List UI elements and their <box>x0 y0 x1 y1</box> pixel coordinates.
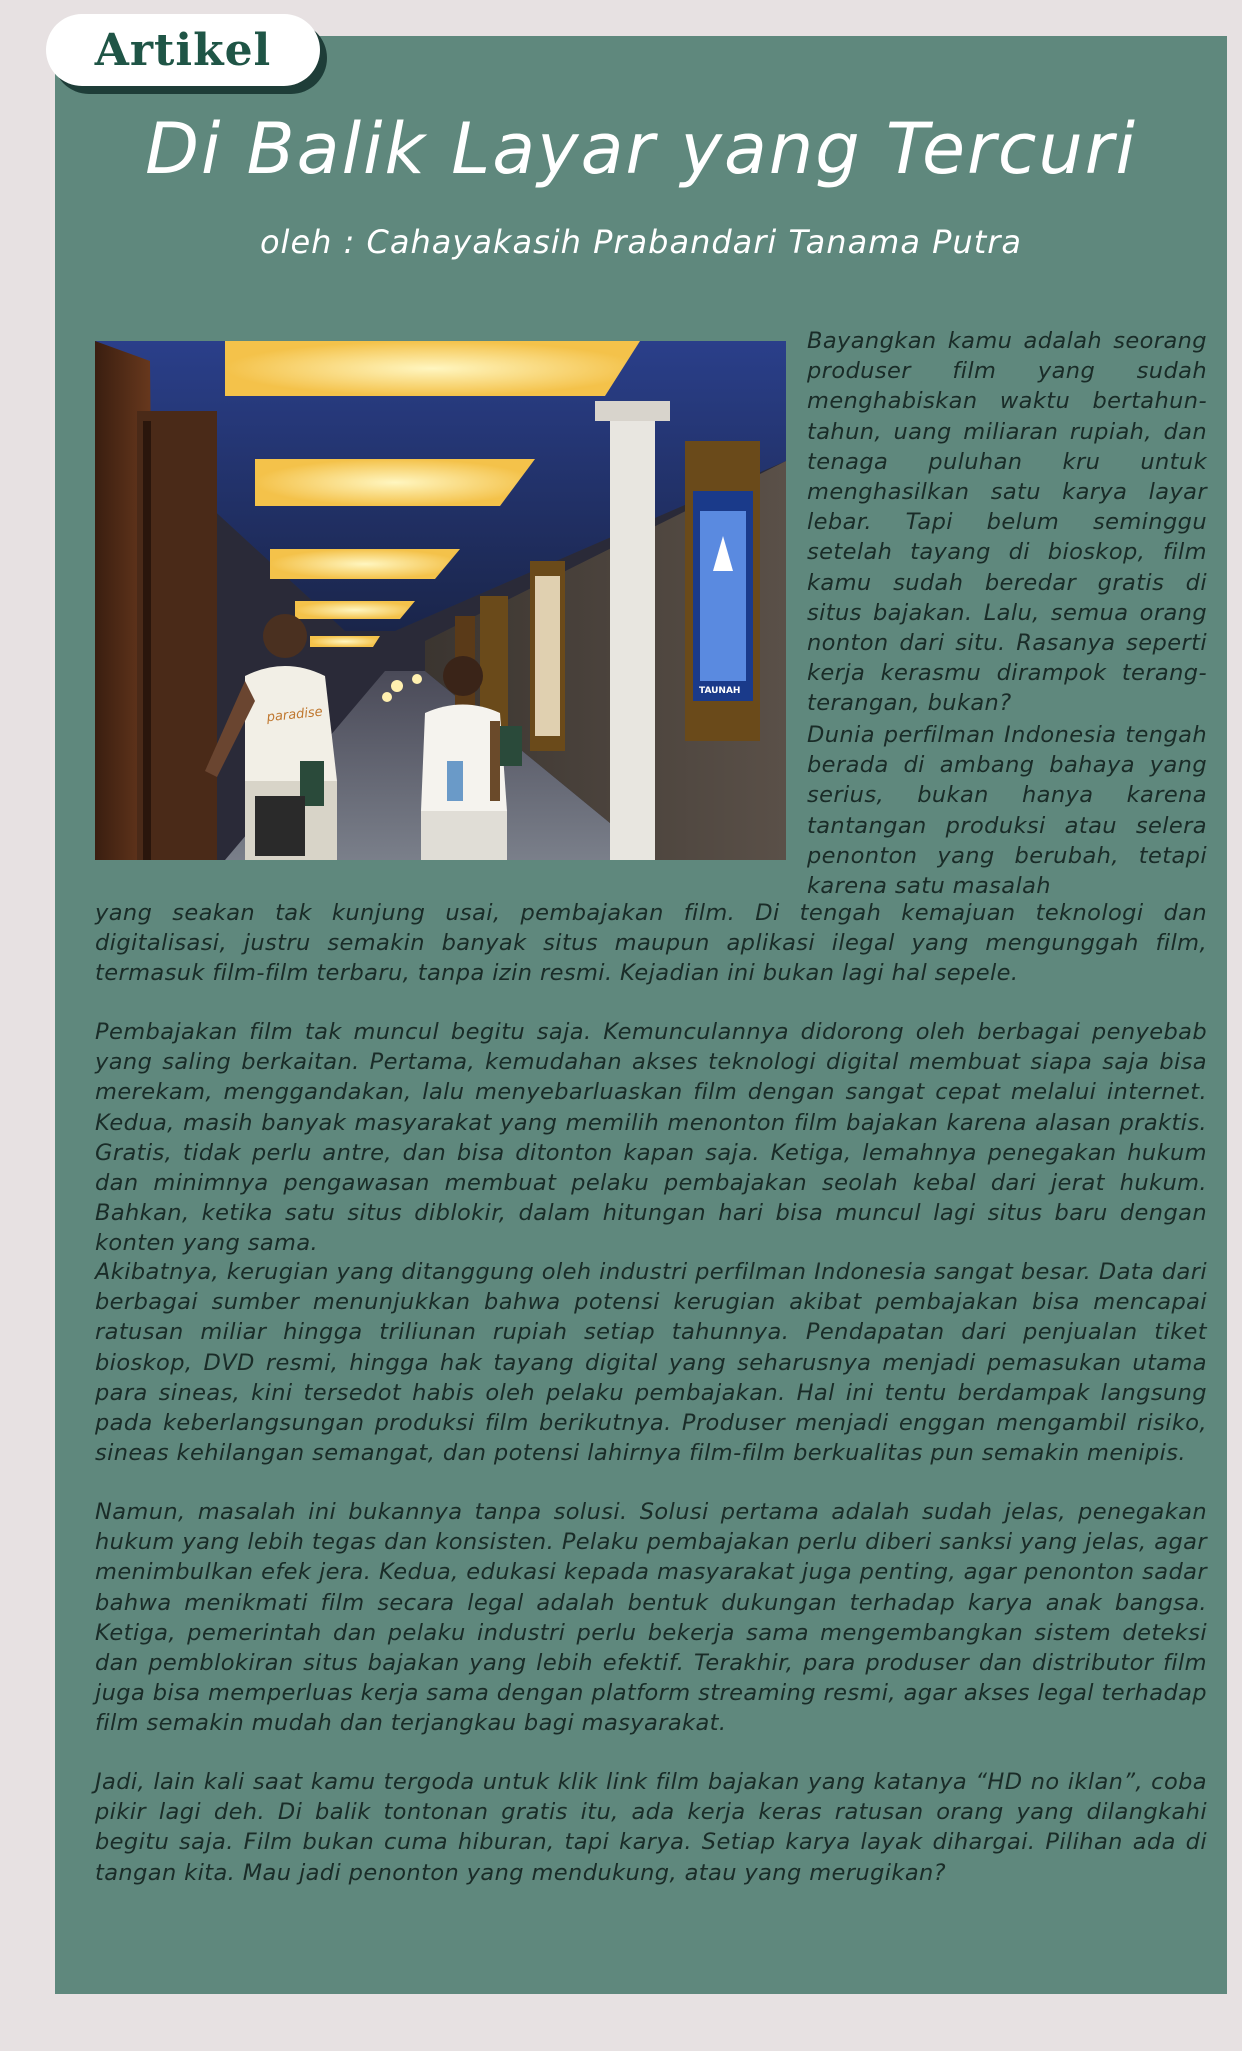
article-title: Di Balik Layar yang Tercuri <box>145 108 1137 190</box>
paragraph-2-continued: yang seakan tak kunjung usai, pembajakan film. Di tengah kemajuan teknologi dan digitalisasi, justru semakin banyak situs maupun aplikasi ilegal yang mengunggah film, termasuk film-film terbaru, tanpa izin resmi. Kejadian ini bukan lagi hal sepele. <box>95 900 1207 987</box>
paragraph-1: Bayangkan kamu adalah seorang produser film yang sudah menghabiskan waktu bertahun-tahun, uang miliaran rupiah, dan tenaga puluhan kru untuk menghasilkan satu karya layar lebar. Tapi belum seminggu setelah tayang di bioskop, film kamu sudah beredar gratis di situs bajakan. Lalu, semua orang nonton dari situ. Rasanya seperti kerja kerasmu dirampok terang-terangan, bukan? <box>807 328 1207 717</box>
article-photo <box>95 341 786 860</box>
paragraph-5: Namun, masalah ini bukannya tanpa solusi. Solusi pertama adalah sudah jelas, penegakan hukum yang lebih tegas dan konsisten. Pelaku pembajakan perlu diberi sanksi yang jelas, agar menimbulkan efek jera. Kedua, edukasi kepada masyarakat juga penting, agar penonton sadar bahwa menikmati film secara legal adalah bentuk dukungan terhadap karya anak bangsa. Ketiga, pemerintah dan pelaku industri perlu bekerja sama mengembangkan sistem deteksi dan pemblokiran situs bajakan yang lebih efektif. Terakhir, para produser dan distributor film juga bisa memperluas kerja sama dengan platform streaming resmi, agar akses legal terhadap film semakin mudah dan terjangkau bagi masyarakat. <box>95 1499 1207 1737</box>
article-badge <box>46 14 320 86</box>
shirt-text: paradise <box>265 704 324 726</box>
screen-text: TAUNAH <box>699 686 741 696</box>
badge-label: Artikel <box>94 24 272 76</box>
paragraph-6: Jadi, lain kali saat kamu tergoda untuk klik link film bajakan yang katanya “HD no iklan”, coba pikir lagi deh. Di balik tontonan gratis itu, ada kerja keras ratusan orang yang dilangkahi begitu saja. Film bukan cuma hiburan, tapi karya. Setiap karya layak dihargai. Pilihan ada di tangan kita. Mau jadi penonton yang mendukung, atau yang merugikan? <box>95 1769 1207 1886</box>
paragraph-4: Akibatnya, kerugian yang ditanggung oleh industri perfilman Indonesia sangat besar. Data dari berbagai sumber menunjukkan bahwa potensi kerugian akibat pembajakan bisa mencapai ratusan miliar hingga triliunan rupiah setiap tahunnya. Pendapatan dari penjualan tiket bioskop, DVD resmi, hingga hak tayang digital yang seharusnya menjadi pemasukan utama para sineas, kini tersedot habis oleh pelaku pembajakan. Hal ini tentu berdampak langsung pada keberlangsungan produksi film berikutnya. Produser menjadi enggan mengambil risiko, sineas kehilangan semangat, dan potensi lahirnya film-film berkualitas pun semakin menipis. <box>95 1259 1207 1467</box>
paragraph-3: Pembajakan film tak muncul begitu saja. Kemunculannya didorong oleh berbagai penyebab yang saling berkaitan. Pertama, kemudahan akses teknologi digital membuat siapa saja bisa merekam, menggandakan, lalu menyebarluaskan film dengan sangat cepat melalui internet. Kedua, masih banyak masyarakat yang memilih menonton film bajakan karena alasan praktis. Gratis, tidak perlu antre, dan bisa ditonton kapan saja. Ketiga, lemahnya penegakan hukum dan minimnya pengawasan membuat pelaku pembajakan seolah kebal dari jerat hukum. Bahkan, ketika satu situs diblokir, dalam hitungan hari bisa muncul lagi situs baru dengan konten yang sama. <box>95 1019 1207 1257</box>
article-byline: oleh : Cahayakasih Prabandari Tanama Putra <box>259 223 1023 261</box>
paragraph-2-start: Dunia perfilman Indonesia tengah berada di ambang bahaya yang serius, bukan hanya karena tantangan produksi atau selera penonton yang berubah, tetapi karena satu masalah <box>807 722 1207 900</box>
